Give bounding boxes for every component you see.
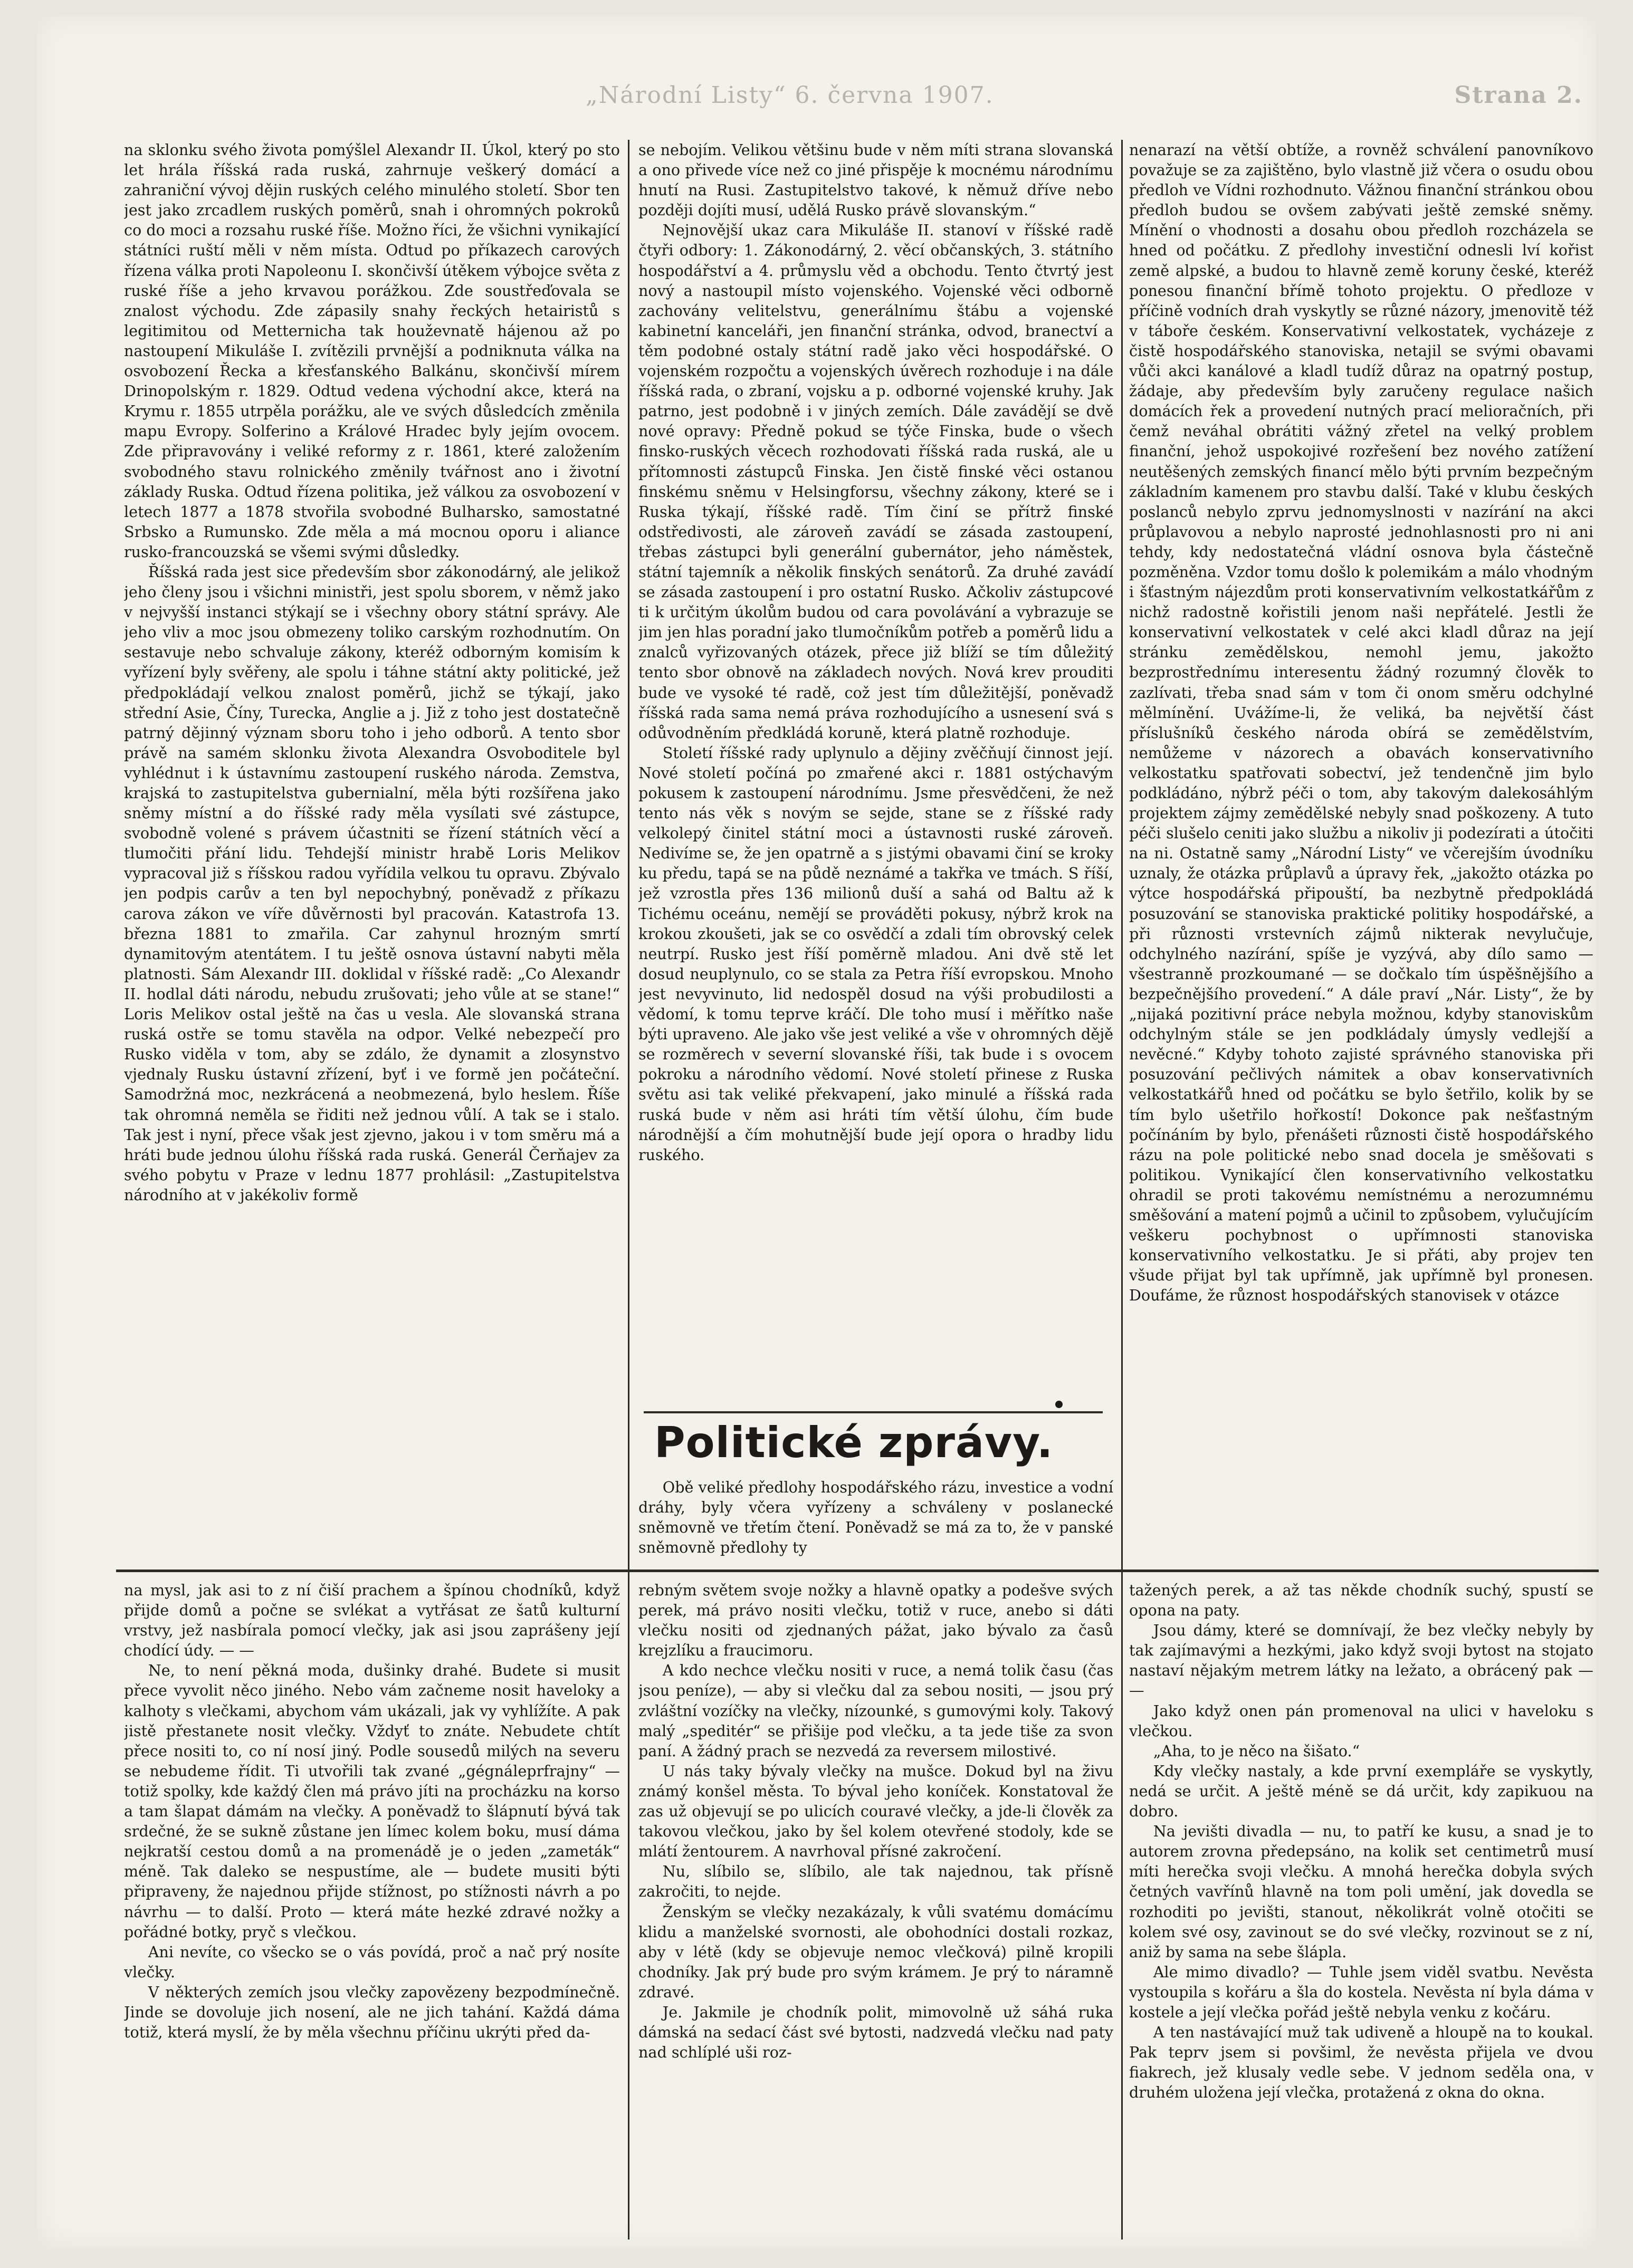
- paragraph: A ten nastávající muž tak udiveně a hloupě na to koukal. Pak teprv jsem si povšiml, že nevěsta přijela ve dvou fiakrech, jež klusaly vedle sebe. V jednom seděla ona, v druhém uložena její vlečka, protažená z okna do okna.: [1129, 2023, 1593, 2102]
- newspaper-page: [37, 16, 1596, 2247]
- paragraph: Nu, slíbilo se, slíbilo, ale tak najednou, tak přísně zakročiti, to nejde.: [638, 1862, 1113, 1901]
- paragraph: Nejnovější ukaz cara Mikuláše II. stanoví v říšské radě čtyři odbory: 1. Zákonodárný, 2. věcí občanských, 3. státního hospodářství a 4. průmyslu věd a obchodu. Tento čtvrtý jest nový a nastoupil místo vojenského. Vojenské věci odborně zachovány velitelstvu, generálnímu štábu a vojenské kabinetní kanceláři, jen finanční stránka, odvod, branectví a těm podobné ostaly státní radě jako věci hospodářské. O vojenském rozpočtu a vojenských úvěrech rozhoduje i na dále říšská rada, o zbraní, vojsku a p. odborné vojenské kruhy. Jak patrno, jest podobně i v jiných zemích. Dále zavádějí se dvě nové opravy: Předně pokud se týče Finska, bude o všech finsko-ruských věcech rozhodovati říšská rada ruská, ale u přítomnosti zástupců Finska. Jen čistě finské věci ostanou finskému sněmu v Helsingforsu, všechny zákony, které se i Ruska týkají, říšské radě. Tím činí se přítrž finské odstředivosti, ale zároveň zavádí se zásada zastoupení, třebas zástupci byli generální gubernátor, jeho náměstek, státní tajemník a několik finských senátorů. Za druhé zavádí se zásada zastoupení i pro ostatní Rusko. Ačkoliv zástupcové ti k určitým úkolům budou od cara povolávání a vybrazuje se jim jen hlas poradní jako tlumočníkům potřeb a poměrů lidu a znalců vyřizovaných otázek, přece již blíží se tím důležitý tento sbor obnově na základech nových. Nová krev prouditi bude ve vysoké té radě, což jest tím důležitější, poněvadž říšská rada sama nemá práva rozhodujícího a usnesení svá s odůvodněním předkládá koruně, která platně rozhoduje.: [638, 221, 1113, 742]
- paragraph: Obě veliké předlohy hospodářského rázu, investice a vodní dráhy, byly včera vyřízeny a schváleny v poslanecké sněmovně ve třetím čtení. Poněvadž se má za to, že v panské sněmovně předlohy ty: [638, 1478, 1113, 1557]
- paragraph: na mysl, jak asi to z ní čiší prachem a špínou chodníků, když přijde domů a počne se svlékat a vytřásat ze šatů kulturní vrstvy, jež nasbírala pomocí vlečky, jak asi jsou zaprášeny její chodící údy. — —: [124, 1581, 620, 1660]
- paragraph: Jsou dámy, které se domnívají, že bez vlečky nebyly by tak zajímavými a hezkými, jako když svoji bytost na stojato nastaví nějakým metrem látky na ležato, a obrácený pak — —: [1129, 1621, 1593, 1700]
- paragraph: Kdy vlečky nastaly, a kde první exempláře se vyskytly, nedá se určit. A ještě méně se dá určit, kdy zapikuou na dobro.: [1129, 1762, 1593, 1821]
- upper-col-1: [124, 140, 620, 1562]
- paragraph: Ani nevíte, co všecko se o vás povídá, proč a nač prý nosíte vlečky.: [124, 1942, 620, 1981]
- section-rule: [644, 1411, 1103, 1413]
- column-rule: [628, 140, 629, 2240]
- feuilleton-rule: [116, 1570, 1599, 1572]
- paragraph: se nebojím. Velikou většinu bude v něm míti strana slovanská a ono přivede více než co jiné přispěje k mocnému národnímu hnutí na Rusi. Zastupitelstvo takové, k němuž dříve nebo později dojíti musí, udělá Rusko právě slovanským.“: [638, 141, 1113, 219]
- paragraph: Ne, to není pěkná moda, dušinky drahé. Budete si musit přece vyvolit něco jiného. Nebo vám začneme nosit haveloky a kalhoty s vlečkami, abychom vám ukázali, jak vy vyhlížíte. A pak jistě přestanete nosit vlečky. Vždyť to znáte. Nebudete chtít přece nositi to, co ní nosí jiný. Podle sousedů milých na severu se nebudeme řídit. Ti utvořili tak zvané „gégnáleprfrajny“ — totiž spolky, kde každý člen má právo jíti na procházku na korso a tam šlapat dámám na vlečky. A poněvadž to šlápnutí bývá tak srdečné, že se sukně zůstane jen límec kolem boku, musí dáma nejkratší cestou domů a na promenádě je o jeden „zameták“ méně. Tak daleko se nespustíme, ale — budete musiti býti připraveny, že najednou přijde stížnost, po stížnosti návrh a po návrhu — to další. Proto — která máte hezké zdravé nožky a pořádné botky, pryč s vlečkou.: [124, 1661, 620, 1941]
- running-title: „Národní Listy“ 6. června 1907.: [586, 82, 994, 109]
- paragraph: Říšská rada jest sice především sbor zákonodárný, ale jelikož jeho členy jsou i všichni ministři, jest spolu sborem, v němž jako v nejvyšší instanci stýkají se i všechny obory státní správy. Ale jeho vliv a moc jsou obmezeny toliko carským rozhodnutím. On sestavuje nebo schvaluje zákony, kteréž odborným komisím k vyřízení byly svěřeny, ale spolu i táhne státní akty politické, jež předpokládají velkou znalost poměrů, jichž se týkají, jako střední Asie, Číny, Turecka, Anglie a j. Již z toho jest dostatečně patrný dějinný význam sboru toho i jeho odborů. A tento sbor právě na samém sklonku života Alexandra Osvoboditele byl vyhlédnut i k ústavnímu zastoupení ruského národa. Zemstva, krajská to zastupitelstva gubernialní, měla býti rozšířena jako sněmy místní a do říšské rady měla vysílati své zástupce, svobodně volené s právem účastniti se řízení státních věcí a tlumočiti přání lidu. Tehdejší ministr hrabě Loris Melikov vypracoval již s říšskou radou vyřídila velkou tu opravu. Zbývalo jen podpis carův a ten byl nepochybný, poněvadž z příkazu carova zákon ve víře důvěrnosti byl pracován. Katastrofa 13. března 1881 to zmařila. Car zahynul hrozným smrtí dynamitovým atentátem. I tu ještě osnova ústavní nabyti měla platnosti. Sám Alexandr III. doklidal v říšské radě: „Co Alexandr II. hodlal dáti národu, nebudu zrušovati; jeho vůle at se stane!“ Loris Melikov ostal ještě na čas u vesla. Ale slovanská strana ruská ostře se tomu stavěla na odpor. Velké nebezpečí pro Rusko viděla v tom, aby se zdálo, že dynamit a zlosynstvo vjednaly Rusku ústavní zřízení, byť i ve formě jen počáteční. Samodržná moc, nezkrácená a neobmezená, bylo heslem. Říše tak ohromná neměla se řiditi než jednou vůlí. A tak se i stalo. Tak jest i nyní, přece však jest zjevno, jakou i v tom směru má a hráti bude jednou úlohu říšská rada ruská. Generál Čerňajev za svého pobytu v Praze v lednu 1877 prohlásil: „Zastupitelstva národního at v jakékoliv formě: [124, 562, 620, 1204]
- paragraph: Je. Jakmile je chodník polit, mimovolně už sáhá ruka dámská na sedací část své bytosti, nadzvedá vlečku nad paty nad schlíplé uši roz-: [638, 2003, 1113, 2062]
- paragraph: U nás taky bývaly vlečky na mušce. Dokud byl na živu známý konšel města. To býval jeho koníček. Konstatoval že zas už objevují se po ulicích couravé vlečky, a jde-li člověk za takovou vlečkou, jako by šel kolem otevřené stodoly, kde se mlátí žentourem. A navrhoval přísné zakročení.: [638, 1762, 1113, 1861]
- paragraph: Ale mimo divadlo? — Tuhle jsem viděl svatbu. Nevěsta vystoupila s kořáru a šla do kostela. Nevěsta ní byla dáma v kostele a její vlečka pořád ještě nebyla venku z kočáru.: [1129, 1963, 1593, 2021]
- paragraph: na sklonku svého života pomýšlel Alexandr II. Úkol, který po sto let hrála říšská rada ruská, zahrnuje veškerý domácí a zahraniční vývoj dějin ruských celého minulého století. Sbor ten jest jako zrcadlem ruských poměrů, snah i ohromných pokroků co do moci a rozsahu ruské říše. Možno říci, že všichni vynikající státníci ruští měli v něm místa. Odtud po příkazech carových řízena válka proti Napoleonu I. skončivší útěkem výbojce světa z ruské říše a jeho krvavou porážkou. Zde soustřeďovala se znalost východu. Zde zápasily snahy řeckých hetairistů s legitimitou od Metternicha tak houževnatě hájenou až po nastoupení Mikuláše I. zvítězili prvnější a podniknuta válka na osvobození Řecka a křesťanského Balkánu, skončivší mírem Drinopolským r. 1829. Odtud vedena východní akce, která na Krymu r. 1855 utrpěla porážku, ale ve svých důsledcích změnila mapu Evropy. Solferino a Králové Hradec byly jejím ovocem. Zde připravovány i veliké reformy z r. 1861, které založením svobodného stavu rolnického změnily tvářnost ano i životní základy Ruska. Odtud řízena politika, jež válkou za osvobození v letech 1877 a 1878 stvořila svobodné Bulharsko, samostatné Srbsko a Rumunsko. Zde měla a má mocnou oporu i aliance rusko-francouzská se všemi svými důsledky.: [124, 141, 620, 561]
- feuilleton-col-3: [1129, 1580, 1593, 2237]
- politics-col-2: [638, 1477, 1113, 1562]
- column-rule: [1121, 140, 1123, 2240]
- paragraph: „Aha, to je něco na šišato.“: [1153, 1741, 1360, 1760]
- upper-col-2: [638, 140, 1113, 1398]
- paragraph: Jako když onen pán promenoval na ulici v haveloku s vlečkou.: [1129, 1701, 1593, 1740]
- paragraph: Ženským se vlečky nezakázaly, k vůli svatému domácímu klidu a manželské svornosti, ale obohodníci dostali rozkaz, aby v létě (kdy se objevuje nemoc vlečková) pilně kropili chodníky. Jak prý bude pro svým krámem. Je prý to náramně zdravé.: [638, 1902, 1113, 2001]
- feuilleton-col-1: [124, 1580, 620, 2237]
- paragraph: tažených perek, a až tas někde chodník suchý, spustí se opona na paty.: [1129, 1581, 1593, 1620]
- paragraph: nenarazí na větší obtíže, a rovněž schválení panovníkovo považuje se za zajištěno, bylo vlastně již včera o osudu obou předloh ve Vídni rozhodnuto. Vážnou finanční stránkou obou předloh budou se ovšem zabývati ještě zemské sněmy. Mínění o vhodnosti a dosahu obou předloh rozcházela se hned od počátku. Z předlohy investiční odnesli lví kořist země alpské, a budou to hlavně země koruny české, kteréž ponesou finanční břímě tohoto projektu. O předloze v příčině vodních drah vyskytly se různé názory, jmenovitě též v táboře českém. Konservativní velkostatek, vycházeje z čistě hospodářského stanoviska, netajil se svými obavami vůči akci kanálové a kladl tudíž důraz na opatrný postup, žádaje, aby především byly zaručeny regulace našich domácích řek a provedení nutných prací melioračních, při čemž neváhal obrátiti vážný zřetel na velký problem finanční, jehož uspokojivé rozřešení bez nového zatížení neutěšených zemských financí mělo býti prvním bezpečným základním kamenem pro stavbu další. Také v klubu českých poslanců nebylo zprvu jednomyslnosti v nazírání na akci průplavovou a nebylo naprosté jednohlasnosti pro ni ani tehdy, kdy nedostatečná vládní osnova byla částečně pozměněna. Vzdor tomu došlo k polemikám a málo vhodným i šťastným nájezdům proti konservativním velkostatkářům z nichž radostně kořistili jenom naši nepřátelé. Jestli že konservativní velkostatek v celé akci kladl důraz na její stránku zemědělskou, nemohl jemu, jakožto bezprostřednímu interesentu žádný rozumný člověk to zazlívati, třeba snad sám v tom či onom směru odchylné mělmínění. Uvážíme-li, že veliká, ba největší část příslušníků českého národa obírá se zemědělstvím, nemůžeme v názorech a obavách konservativního velkostatku spatřovati sobectví, jež tendenčně jim bylo podkládáno, nýbrž péči o tom, aby takovým dalekosáhlým projektem zájmy zemědělské nebyly snad poškozeny. A tuto péči slušelo ceniti jako službu a nikoliv ji podezírati a útočiti na ni. Ostatně samy „Národní Listy“ ve včerejším úvodníku uznaly, že otázka průplavů a úpravy řek, „jakožto otázka po výtce hospodářská připouští, ba nezbytně předpokládá posuzování se stanoviska praktické politiky hospodářské, a při různosti vrstevních zájmů nikterak nevylučuje, odchylného nazírání, spíše je vyzývá, aby dílo samo — všestranně prozkoumané — se dočkalo tím úspěšnějšího a bezpečnějšího provedení.“ A dále praví „Nár. Listy“, že by „nijaká pozitivní práce nebyla možnou, kdyby stanoviskům odchylným stále se jen podkládaly úmysly vedlejší a nevěcné.“ Kdyby tohoto zajisté správného stanoviska při posuzování pečlivých námitek a obav konservativních velkostatkářů hned od počátku se bylo šetřilo, kolik by se tím bylo ušetřilo hořkostí! Dokonce pak nešťastným počínáním by bylo, přenášeti různosti čistě hospodářského rázu na pole politické nebo snad docela je směšovati s politikou. Vynikající člen konservativního velkostatku ohradil se proti takovému nemístnému a nerozumnému směšování a matení pojmů a učinil to způsobem, vylučujícím veškeru pochybnost o upřímnosti stanoviska konservativního velkostatku. Je si přáti, aby projev ten všude přijat byl tak upřímně, jak upřímně byl pronesen. Doufáme, že různost hospodářských stanovisek v otázce: [1129, 141, 1593, 1305]
- paragraph: A kdo nechce vlečku nositi v ruce, a nemá tolik času (čas jsou peníze), — aby si vlečku dal za sebou nositi, — jsou prý zvláštní vozíčky na vlečky, nízounké, s gumovými koly. Takový malý „speditér“ se přišije pod vlečku, a ta jede tiše za svon paní. A žádný prach se nezvedá za reversem milostivé.: [638, 1661, 1113, 1760]
- feuilleton-col-2: [638, 1580, 1113, 2237]
- paragraph: V některých zemích jsou vlečky zapovězeny bezpodmínečně. Jinde se dovoluje jich nosení, ale ne jich tahání. Každá dáma totiž, která myslí, že by měla všechnu příčinu ukrýti před da-: [124, 1983, 620, 2042]
- paragraph: Na jevišti divadla — nu, to patří ke kusu, a snad je to autorem zrovna předepsáno, na kolik set centimetrů musí míti herečka svoji vlečku. A mnohá herečka dobyla svých četných vavřínů hlavně na tom poli umění, jak dovedla se rozhoditi po jevišti, stanout, několikrát volně otočiti se kolem své osy, zavinout se do své vlečky, rozvinout se z ní, aniž by sama na sebe šlápla.: [1129, 1822, 1593, 1961]
- paragraph: Století říšské rady uplynulo a dějiny zvěčňují činnost její. Nové století počíná po zmařené akci r. 1881 ostýchavým pokusem k zastoupení národnímu. Jsme přesvědčeni, že než tento nás věk s novým se sejde, stane se z říšské rady velkolepý činitel státní moci a ústavnosti ruské zároveň. Nedivíme se, že jen opatrně a s jistými obavami činí se kroky ku předu, tapá se na půdě neznámé a takřka ve tmách. S říší, jež vzrostla přes 136 milionů duší a sahá od Baltu až k Tichému oceánu, nemějí se prováděti pokusy, nýbrž krok na krokou zkoušeti, jak se co osvědčí a zdali tím obrovský celek neutrpí. Rusko jest říší poměrně mladou. Ani dvě stě let dosud neuplynulo, co se stala za Petra říší evropskou. Mnoho jest nevyvinuto, lid nedospěl dosud na výši probudilosti a vědomí, k tomu teprve kráčí. Dle toho musí i měřítko naše býti upraveno. Ale jako vše jest veliké a vše v ohromných dějě se rozměrech v severní slovanské říši, tak bude i s ovocem pokroku a národního vědomí. Nové století přinese z Ruska světu asi tak veliké překvapení, jako minulé a říšská rada ruská bude v něm asi hráti tím větší úlohu, čím bude národnější a čím mohutnější bude její opora o hradby lidu ruského.: [638, 743, 1113, 1164]
- paragraph: rebným světem svoje nožky a hlavně opatky a podešve svých perek, má právo nositi vlečku, totiž v ruce, anebo si dáti vlečku nositi od zjednaných pážat, jako bývalo za časů krejzlíku a fraucimoru.: [638, 1581, 1113, 1660]
- column-end-dot: [1055, 1401, 1063, 1408]
- section-heading-politics: Politické zprávy.: [654, 1418, 1054, 1467]
- politics-col-3: [1129, 140, 1593, 1562]
- running-head: [586, 82, 1599, 124]
- page-number: Strana 2.: [1454, 82, 1583, 109]
